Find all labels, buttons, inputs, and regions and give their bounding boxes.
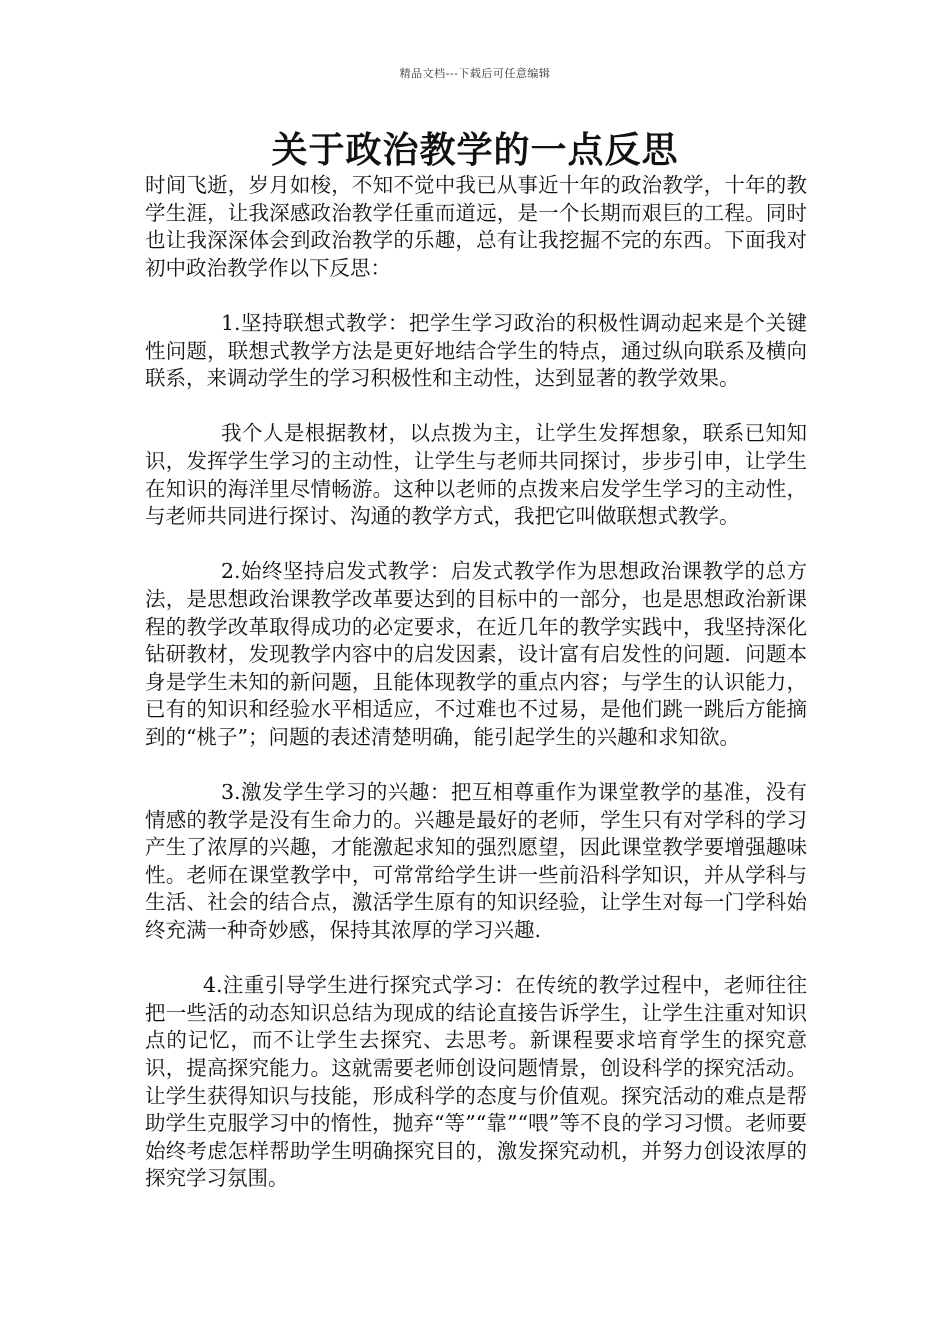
paragraph-point-1: 1.坚持联想式教学：把学生学习政治的积极性调动起来是个关键性问题，联想式教学方法是更好地结合学生的特点，通过纵向联系及横向联系，来调动学生的学习积极性和主动性，达到显著的教学效果。	[145, 310, 807, 391]
document-title: 关于政治教学的一点反思	[271, 129, 679, 171]
paragraph-point-4: 4.注重引导学生进行探究式学习：在传统的教学过程中，老师往往把一些活的动态知识总结为现成的结论直接告诉学生，让学生注重对知识点的记忆，而不让学生去探究、去思考。新课程要求培育学生的探究意识，提高探究能力。这就需要老师创设问题情景，创设科学的探究活动。让学生获得知识与技能，形成科学的态度与价值观。探究活动的难点是帮助学生克服学习中的惰性，抛弃“等”“靠”“喂”等不良的学习习惯。老师要始终考虑怎样帮助学生明确探究目的，激发探究动机，并努力创设浓厚的探究学习氛围。	[145, 973, 807, 1191]
header-note: 精品文档---下载后可任意编辑	[399, 67, 551, 80]
document-body	[145, 172, 807, 1221]
paragraph-point-3: 3.激发学生学习的兴趣：把互相尊重作为课堂教学的基准，没有情感的教学是没有生命力的。兴趣是最好的老师，学生只有对学科的学习产生了浓厚的兴趣，才能激起求知的强烈愿望，因此课堂教学要增强趣味性。老师在课堂教学中，可常常给学生讲一些前沿科学知识，并从学科与生活、社会的结合点，激活学生原有的知识经验，让学生对每一门学科始终充满一种奇妙感，保持其浓厚的学习兴趣.	[145, 780, 807, 943]
paragraph-point-1-detail: 我个人是根据教材，以点拨为主，让学生发挥想象，联系已知知识，发挥学生学习的主动性，让学生与老师共同探讨，步步引申，让学生在知识的海洋里尽情畅游。这种以老师的点拨来启发学生学习的主动性，与老师共同进行探讨、沟通的教学方式，我把它叫做联想式教学。	[145, 421, 807, 529]
paragraph-intro: 时间飞逝，岁月如梭，不知不觉中我已从事近十年的政治教学，十年的教学生涯，让我深感政治教学任重而道远，是一个长期而艰巨的工程。同时也让我深深体会到政治教学的乐趣，总有让我挖掘不完的东西。下面我对初中政治教学作以下反思：	[145, 173, 807, 280]
paragraph-point-2: 2.始终坚持启发式教学：启发式教学作为思想政治课教学的总方法，是思想政治课教学改革要达到的目标中的一部分，也是思想政治新课程的教学改革取得成功的必定要求，在近几年的教学实践中，我坚持深化钻研教材，发现教学内容中的启发因素，设计富有启发性的问题．问题本身是学生未知的新问题，且能体现教学的重点内容；与学生的认识能力，已有的知识和经验水平相适应，不过难也不过易，是他们跳一跳后方能摘到的“桃子”；问题的表述清楚明确，能引起学生的兴趣和求知欲。	[145, 559, 807, 749]
